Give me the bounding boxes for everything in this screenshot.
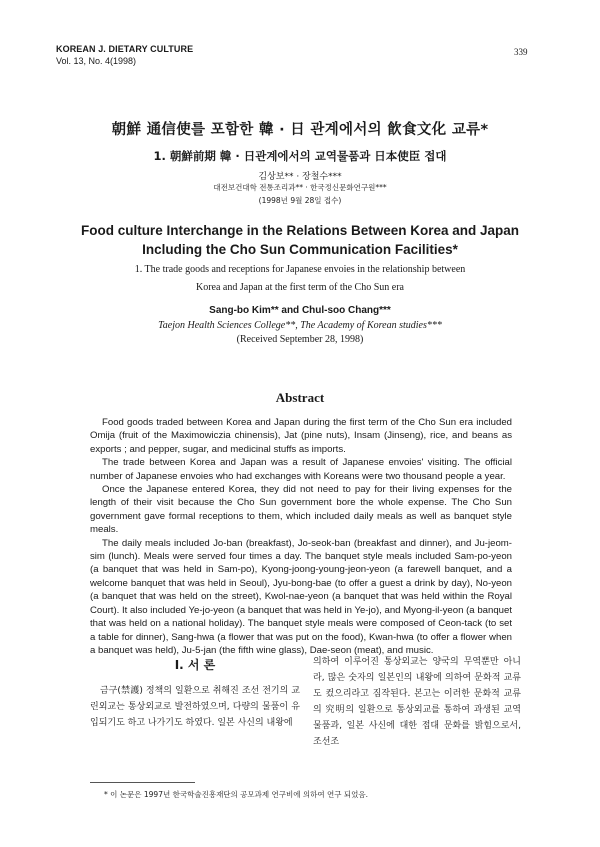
english-subtitle-line-1: 1. The trade goods and receptions for Japanese envoies in the relationship between bbox=[134, 264, 466, 275]
korean-subtitle: 1. 朝鮮前期 韓 · 日관계에서의 교역물품과 日本使臣 접대 bbox=[153, 149, 447, 163]
abstract-paragraph: Once the Japanese entered Korea, they did not need to pay for their living expenses for the length of their visit because the Cho Sun government bore the whole expense. The Cho Sun government gave formal receptions to them, which included daily meals as well as banquet style meals. bbox=[90, 484, 512, 536]
journal-name: KOREAN J. DIETARY CULTURE bbox=[56, 44, 194, 54]
english-affiliation: Taejon Health Sciences College**, The Academy of Korean studies*** bbox=[158, 320, 442, 331]
journal-volume: Vol. 13, No. 4(1998) bbox=[56, 56, 137, 66]
abstract-paragraph: The trade between Korea and Japan was a result of Japanese envoies' visiting. The official number of Japanese envoies who had exchanges with Koreans were two thousand people a year. bbox=[90, 457, 512, 482]
abstract-body bbox=[90, 416, 512, 657]
footnote-divider bbox=[90, 782, 195, 783]
english-title-line-2: Including the Cho Sun Communication Facilities* bbox=[142, 242, 458, 257]
english-subtitle-line-2: Korea and Japan at the first term of the Cho Sun era bbox=[196, 282, 404, 293]
english-received-date: (Received September 28, 1998) bbox=[236, 334, 364, 345]
korean-affiliation: 대전보건대학 전통조리과** · 한국정신문화연구원*** bbox=[213, 183, 387, 192]
footnote: * 이 논문은 1997년 한국학술진흥재단의 공모과제 연구비에 의하여 연구 되었음. bbox=[104, 790, 369, 799]
abstract-heading: Abstract bbox=[275, 390, 325, 405]
english-authors: Sang-bo Kim** and Chul-soo Chang*** bbox=[209, 305, 391, 316]
korean-title: 朝鮮 通信使를 포함한 韓 · 日 관계에서의 飮食文化 교류* bbox=[111, 122, 489, 138]
abstract-paragraph: The daily meals included Jo-ban (breakfast), Jo-seok-ban (breakfast and dinner), and Ju-jeom-sim (lunch). Meals were served four times a day. The banquet style meals included Sam-po-yeon (a banquet that was held in Sam-po), Kyong-joong-young-jeon-yeon (a farewell banquet, and a welcome banquet that was held in Seoul), Jyu-bong-bae (to offer a guest a drink by day), No-yeon (a banquet that was held on the street), Kwol-nae-yeon (a banquet that was held within the Royal Court). It also included Ye-jo-yeon (a banquet that was held in Ye-jo), and Myong-il-yeon (a banquet that was held on a national holiday). The banquet style meals were composed of Ceon-tack (to set a table for dinner), Sang-hwa (a flower that was put on the food), Kwan-hwa (to offer a flower when a banquet was held), Ju-5-jan (the fifth wine glass), Dae-seon (meat), and music. bbox=[90, 537, 512, 656]
abstract-paragraph: Food goods traded between Korea and Japan during the first term of the Cho Sun era included Omija (fruit of the Maximowiczia chinensis), Jat (pine nuts), Insam (Jinseng), rice, and beans as exports ; and pepper, sugar, and medicinal stuffs as imports. bbox=[90, 417, 512, 455]
english-title-line-1: Food culture Interchange in the Relations Between Korea and Japan bbox=[80, 223, 520, 238]
body-column-left: 금구(禁護) 정책의 일환으로 취해진 조선 전기의 교린외교는 통상외교로 발전하였으며, 다량의 물품이 유입되기도 하고 나가기도 하였다. 일본 사신의 내왕에 bbox=[90, 686, 300, 728]
body-column-right: 의하여 이루어진 통상외교는 양국의 무역뿐만 아니라, 많은 숫자의 일본인의 내왕에 의하여 문화적 교류도 컸으리라고 짐작된다. 본고는 이러한 문화적 교류의 究明의 일환으로 통상외교를 통하여 과생된 교역물품과, 일본 사신에 대한 접대 문화를 밝힘으로서, 조선조 bbox=[313, 657, 521, 747]
section-heading-introduction: Ⅰ. 서 론 bbox=[174, 658, 216, 672]
korean-received-date: (1998년 9월 28일 접수) bbox=[258, 196, 342, 205]
page-number: 339 bbox=[514, 47, 528, 57]
korean-authors: 김상보** · 장철수*** bbox=[258, 172, 342, 182]
